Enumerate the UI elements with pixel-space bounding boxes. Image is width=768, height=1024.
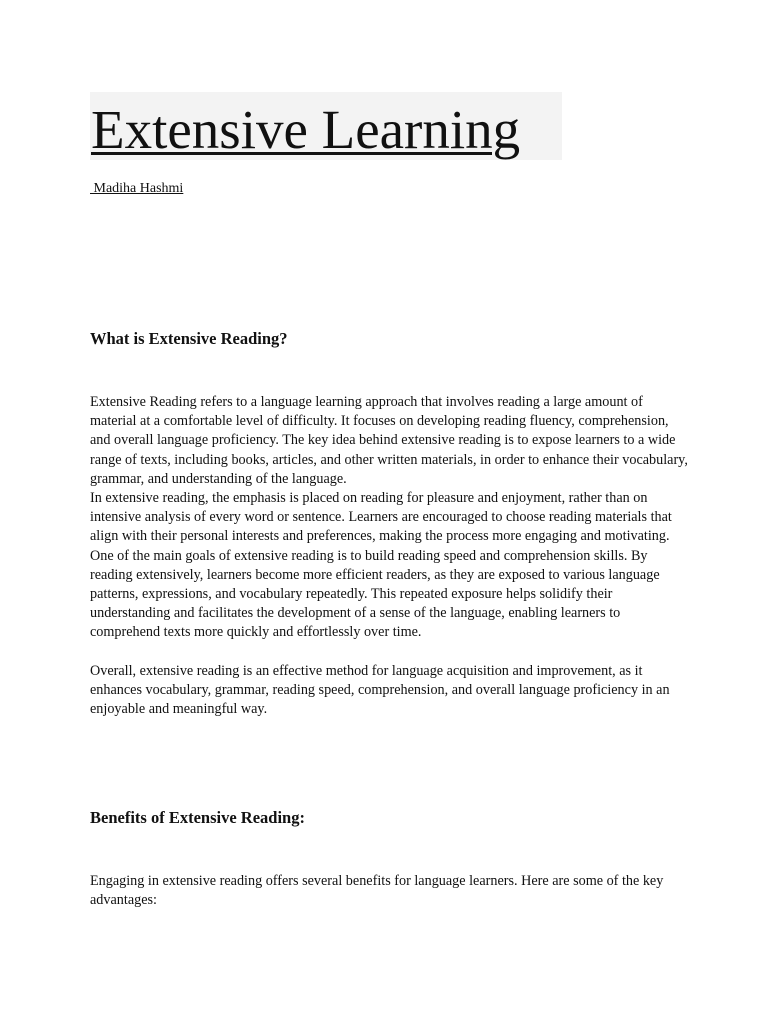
section-body-what-is (90, 393, 690, 719)
section-heading-benefits: Benefits of Extensive Reading: (90, 808, 305, 827)
document-title: Extensive Learning (91, 99, 521, 160)
section-body-benefits (90, 872, 690, 910)
section-heading-what-is: What is Extensive Reading? (90, 329, 288, 348)
paragraph: One of the main goals of extensive reading is to build reading speed and comprehension skills. By reading extensively, learners become more efficient readers, as they are exposed to various language patterns, expressions, and vocabulary repeatedly. This repeated exposure helps solidify their understanding and facilitates the development of a sense of the language, enabling learners to comprehend texts more quickly and effortlessly over time. (90, 547, 660, 641)
paragraph: Engaging in extensive reading offers several benefits for language learners. Here are some of the key advantages: (90, 873, 664, 909)
paragraph: Overall, extensive reading is an effective method for language acquisition and improvement, as it enhances vocabulary, grammar, reading speed, comprehension, and overall language proficiency in an enjoyable and meaningful way. (90, 662, 670, 718)
author-link[interactable]: Madiha Hashmi (90, 181, 184, 196)
paragraph: In extensive reading, the emphasis is placed on reading for pleasure and enjoyment, rather than on intensive analysis of every word or sentence. Learners are encouraged to choose reading materials that align with their personal interests and preferences, making the process more engaging and motivating. (90, 490, 672, 545)
paragraph: Extensive Reading refers to a language learning approach that involves reading a large amount of material at a comfortable level of difficulty. It focuses on developing reading fluency, comprehension, and overall language proficiency. The key idea behind extensive reading is to expose learners to a wide range of texts, including books, articles, and other written materials, in order to enhance their vocabulary, grammar, and understanding of the language. (90, 394, 688, 487)
